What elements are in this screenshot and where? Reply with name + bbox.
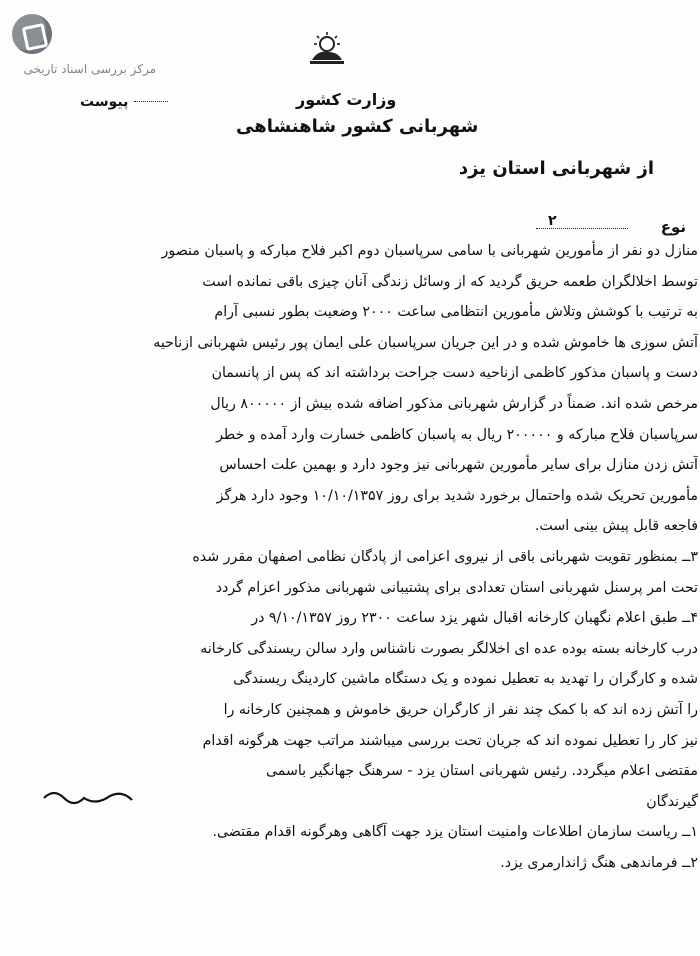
body-line: دست و پاسبان مذکور کاظمی ازناحیه دست جراحت برداشته اند که پس از پانسمان (211, 365, 698, 382)
body-line: درب کارخانه بسته بوده عده ای اخلالگر بصورت ناشناس وارد سالن ریسندگی کارخانه (200, 640, 698, 657)
attachment-label: پیوست (80, 94, 129, 110)
sender-line: از شهربانی استان یزد (458, 158, 654, 179)
body-line: مأمورین تحریک شده واحتمال برخورد شدید برای روز ۱۰/۱۰/۱۳۵۷ وجود دارد هرگز (216, 487, 698, 504)
attachment-line (134, 101, 168, 102)
watermark (6, 8, 156, 88)
body-line: نیز کار را تعطیل نموده اند که جریان تحت بررسی میباشند مراتب جهت هرگونه اقدام (202, 732, 698, 749)
body-line: آتش زدن منازل برای سایر مأمورین شهربانی نیز وجود دارد و بهمین علت احساس (219, 457, 698, 474)
lion-and-sun-emblem-icon (306, 30, 348, 66)
body-line: سرپاسبان فلاح مبارکه و ۲۰۰۰۰۰ ریال به پاسبان کاظمی خسارت وارد آمده و خطر (216, 426, 698, 443)
body-line: تحت امر پرسنل شهربانی استان تعدادی برای پشتیبانی شهربانی مذکور اعزام گردد (215, 579, 698, 596)
handwritten-signature (40, 786, 160, 816)
body-line: مقتضی اعلام میگردد. رئیس شهربانی استان یزد - سرهنگ جهانگیر باسمی (265, 763, 698, 780)
body-line: مرخص شده اند. ضمناً در گزارش شهربانی مذکور اضافه شده بیش از ۸۰۰۰۰۰ ریال (210, 395, 698, 412)
body-line: ۱ــ ریاست سازمان اطلاعات وامنیت استان یزد جهت آگاهی وهرگونه اقدام مقتضی. (212, 824, 698, 841)
body-line: را آتش زده اند که با کمک چند نفر از کارگران حریق خاموش و همچنین کارخانه را (223, 701, 698, 718)
body-line: به ترتیب با کوشش وتلاش مأمورین انتظامی ساعت ۲۰۰۰ وضعیت بطور نسبی آرام (214, 304, 698, 321)
police-title: شهربانی کشور شاهنشاهی (236, 116, 479, 137)
body-line: شده و کارگران را تهدید به تعطیل نموده و یک دستگاه ماشین کاردینگ ریسندگی (233, 671, 698, 688)
letter-body (12, 236, 698, 878)
body-line: منازل دو نفر از مأمورین شهربانی با سامی سرپاسبان دوم اکبر فلاح مبارکه و پاسبان منصور (161, 243, 698, 259)
body-line: توسط اخلالگران طعمه حریق گردید که از وسائل زندگی آنان چیزی باقی نمانده است (202, 273, 698, 290)
type-value: ۲ (548, 213, 557, 229)
body-line: ۲ــ فرماندهی هنگ ژاندارمری یزد. (500, 854, 698, 871)
archive-logo-icon (12, 14, 52, 54)
body-line: آتش سوزی ها خاموش شده و در این جریان سرپاسبان علی ایمان پور رئیس شهربانی ازناحیه (153, 334, 698, 351)
type-label: نوع (660, 218, 686, 236)
body-line: ۳ــ بمنظور تقویت شهربانی باقی از نیروی اعزامی از پادگان نظامی اصفهان مقرر شده (192, 548, 698, 565)
ministry-title: وزارت کشور (296, 90, 397, 109)
body-line: ۴ــ طبق اعلام نگهبان کارخانه اقبال شهر یزد ساعت ۲۳۰۰ روز ۹/۱۰/۱۳۵۷ در (251, 610, 698, 627)
watermark-text: مرکز بررسی اسناد تاریخی (23, 62, 156, 76)
body-line: فاجعه قابل پیش بینی است. (534, 518, 698, 535)
type-field (661, 218, 686, 236)
body-line: گیرندگان (646, 793, 698, 810)
